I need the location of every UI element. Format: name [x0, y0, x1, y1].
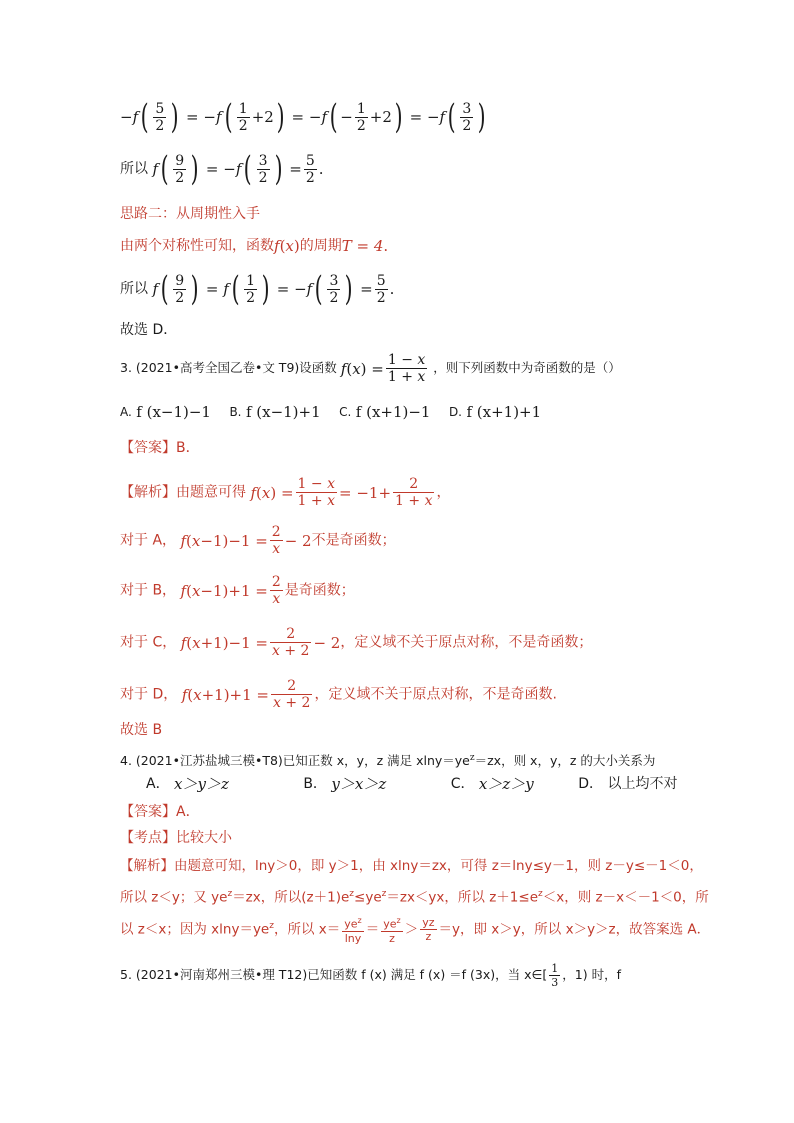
- approach-two-heading: 思路二：从周期性入手: [120, 206, 260, 222]
- q4-head2: ＝zx，则 x，y，z 的大小关系为: [474, 753, 656, 769]
- q3-for-b: 对于 B， f(x−1)+1 = $\frac{2}{x}$ 是奇函数；: [120, 574, 355, 607]
- q4-point: [120, 828, 232, 848]
- line-4-mid: 的周期: [299, 238, 342, 254]
- q4-answer-value: A．: [176, 804, 200, 820]
- q4-a2: 所以 z＜y；又 ye: [120, 889, 228, 906]
- q3-answer: [120, 438, 200, 458]
- q4-a2-sup2: z: [349, 889, 355, 899]
- line-4-text: 由两个对称性可知，函数: [120, 238, 274, 254]
- q4-option-a-label: A．: [146, 776, 170, 792]
- q3-option-b-label: B.: [229, 405, 242, 419]
- q3-for-b-tail: 是奇函数；: [284, 582, 355, 599]
- q4-analysis-2: [120, 884, 709, 908]
- q4-option-c: x＞z＞y: [478, 775, 534, 793]
- q3-choose: 故选 B: [120, 722, 163, 738]
- q3-analysis-tag: 【解析】: [120, 484, 176, 501]
- q4-head-sup: z: [469, 753, 475, 763]
- q4-head: 4. (2021•江苏盐城三模•T8)已知正数 x，y，z 满足 xlny＝ye: [120, 753, 470, 769]
- line-5: 所以 f( $\frac{9}{2}$ ) = f( $\frac{1}{2}$ ) = −f( $\frac{3}{2}$ ) = $\frac{5}{2}$ .: [120, 269, 395, 309]
- question-3: 3. (2021•高考全国乙卷•文 T9)设函数 f(x) = $\frac{1 - x}{1 + x}$ ，则下列函数中为奇函数的是（）: [120, 352, 621, 385]
- q4-analysis-1: [120, 856, 703, 876]
- q3-option-a-label: A.: [120, 405, 132, 419]
- q4-a2d: ＝zx＜yx，所以 z＋1≤e: [386, 889, 538, 906]
- q4-option-c-label: C．: [450, 776, 475, 792]
- q4-options: [146, 774, 677, 794]
- q4-a3-lead: 以 z＜x；因为 xlny＝ye: [120, 921, 270, 938]
- q3-analysis-text: 由题意可得: [176, 484, 246, 501]
- q4-option-b: y＞x＞z: [331, 775, 387, 793]
- q4-point-tag: 【考点】: [120, 830, 176, 846]
- q3-answer-value: B．: [176, 440, 200, 456]
- q3-for-b-lead: 对于 B，: [120, 582, 177, 599]
- q3-for-c-tail: ，定义域不关于原点对称，不是奇函数；: [340, 634, 593, 651]
- line-4-end: .: [383, 237, 389, 255]
- q3-for-c: 对于 C， f(x+1)−1 = $\frac{2}{x + 2}$ − 2，定义域不关于原点对称，不是奇函数；: [120, 626, 593, 659]
- q4-a3-mid: ，所以 x＝: [273, 921, 341, 938]
- q4-option-d-label: D．: [578, 776, 603, 792]
- q3-for-d-lead: 对于 D，: [120, 686, 178, 703]
- q4-a3-tail: ＝y，即 x＞y，所以 x＞y＞z，故答案选 A．: [438, 921, 711, 938]
- q4-a2c: ≤ye: [354, 889, 382, 906]
- q4-answer-tag: 【答案】: [120, 804, 176, 820]
- q3-for-a: 对于 A， f(x−1)−1 = $\frac{2}{x}$ − 2不是奇函数；: [120, 524, 396, 557]
- q5-tail: ，1) 时，f: [562, 967, 622, 982]
- line-4-period: T = 4: [341, 237, 384, 255]
- q3-options: [120, 402, 541, 422]
- q3-for-a-lead: 对于 A，: [120, 532, 177, 549]
- q3-head: 3. (2021•高考全国乙卷•文 T9)设函数: [120, 360, 337, 375]
- q4-analysis-tag: 【解析】: [120, 858, 174, 874]
- q4-option-a: x＞y＞z: [174, 775, 229, 793]
- q3-option-d-label: D.: [448, 405, 462, 419]
- q3-for-a-tail: 不是奇函数；: [311, 532, 396, 549]
- line-1: −f( $\frac{5}{2}$ ) = −f( $\frac{1}{2}$ +2) = −f( − $\frac{1}{2}$ +2) = −f( $\frac{3}{2}$ ): [120, 97, 486, 137]
- q3-for-c-lead: 对于 C，: [120, 634, 177, 651]
- q5-head: 5. (2021•河南郑州三模•理 T12)已知函数 f (x) 满足 f (x) ＝f (3x)，当 x∈[: [120, 967, 548, 982]
- q4-a2-sup4: z: [538, 889, 543, 899]
- question-5: 5. (2021•河南郑州三模•理 T12)已知函数 f (x) 满足 f (x) ＝f (3x)，当 x∈[ $\frac{1}{3}$ ，1) 时，f: [120, 962, 622, 989]
- line-4: 由两个对称性可知，函数f(x)的周期T = 4.: [120, 237, 389, 255]
- q4-a3-sup: z: [269, 920, 274, 931]
- question-4: [120, 748, 655, 771]
- q3-for-d: 对于 D， f(x+1)+1 = $\frac{2}{x + 2}$ ，定义域不关于原点对称，不是奇函数.: [120, 678, 557, 711]
- line-5-end: .: [389, 280, 395, 298]
- line-2-prefix: 所以: [120, 161, 148, 177]
- q4-analysis-3: 以 z＜x；因为 $xlny=ye^z$，所以 x＝ $\frac{ye^z}{\ln y}$ ＝ $\frac{ye^z}{z}$ ＞ $\frac{yz}{z}$ ＝y，即 x＞y，所以 x＞y＞z，故答案选 A．: [120, 915, 711, 945]
- line-2: 所以 f( $\frac{9}{2}$ ) = −f( $\frac{3}{2}$ ) = $\frac{5}{2}$ .: [120, 149, 324, 189]
- q4-answer: [120, 802, 200, 822]
- q3-tail: ，则下列函数中为奇函数的是（）: [433, 360, 621, 375]
- line-5-prefix: 所以: [120, 281, 148, 297]
- q3-for-d-tail: ，定义域不关于原点对称，不是奇函数.: [314, 686, 557, 703]
- q3-option-c-label: C.: [339, 405, 352, 419]
- line-2-tail: .: [318, 160, 324, 178]
- q4-analysis-line-1: 由题意可知，lny＞0，即 y＞1，由 xlny＝zx，可得 z＝lny≤y－1，则 z－y≤－1＜0，: [174, 858, 703, 874]
- q4-a2b: ＝zx，所以(z＋1)e: [232, 889, 350, 906]
- q3-option-c: f (x+1)−1: [355, 403, 431, 421]
- q4-a2-sup3: z: [381, 889, 387, 899]
- q4-point-value: 比较大小: [176, 830, 232, 846]
- q4-a2-sup: z: [227, 889, 233, 899]
- choose-d: 故选 D．: [120, 322, 178, 338]
- q3-option-a: f (x−1)−1: [136, 403, 211, 421]
- q3-analysis: 【解析】由题意可得 f(x) = $\frac{1 - x}{1 + x}$ = −1+ $\frac{2}{1 + x}$ ，: [120, 476, 451, 509]
- q4-a2e: ＜x，则 z－x＜－1＜0，所: [542, 889, 709, 906]
- q3-answer-tag: 【答案】: [120, 440, 176, 456]
- q4-option-d: 以上均不对: [607, 776, 678, 792]
- q3-option-d: f (x+1)+1: [466, 403, 542, 421]
- q3-option-b: f (x−1)+1: [245, 403, 321, 421]
- q4-option-b-label: B．: [303, 776, 327, 792]
